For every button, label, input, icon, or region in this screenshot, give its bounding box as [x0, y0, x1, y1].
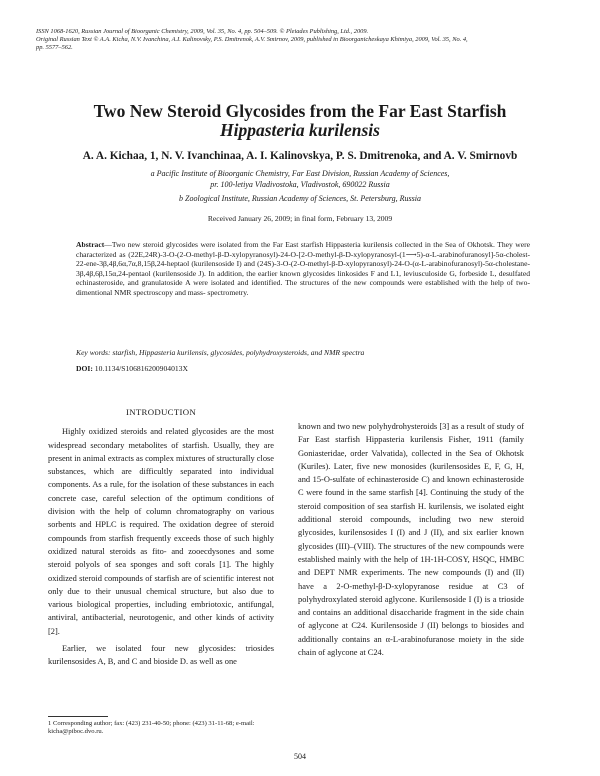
affiliation-b: b Zoological Institute, Russian Academy of Sciences, St. Petersburg, Russia — [179, 194, 421, 203]
authors: A. A. Kichaa, 1, N. V. Ivanchinaa, A. I. Kalinovskya, P. S. Dmitrenoka, and A. V. Smirnovb — [82, 150, 518, 162]
footnote: 1 Corresponding author; fax: (423) 231-40-50; phone: (423) 31-11-68; e-mail: kicha@piboc.dvo.ru. — [48, 720, 255, 736]
intro-paragraph-2: Earlier, we isolated four new glycosides: triosides kurilensosides A, B, and C and bioside D. as well as one — [48, 644, 274, 667]
paper-title: Two New Steroid Glycosides from the Far East Starfish — [93, 101, 507, 121]
journal-header — [36, 28, 566, 52]
left-column — [48, 406, 274, 669]
doi-label: DOI: — [76, 364, 93, 373]
footnote-divider — [48, 716, 108, 717]
affiliation-a-line-1: a Pacific Institute of Bioorganic Chemistry, Far East Division, Russian Academy of Sciences, — [150, 169, 450, 178]
paper-title-species: Hippasteria kurilensis — [220, 120, 380, 140]
intro-paragraph-3: known and two new polyhydrohysteroids [3] as a result of study of Far East starfish Hippasteria kurilensis Fisher, 1911 (family Goniasteridae, order Valvatida), collected in the Sea of Okhotsk (Kuriles). Later, five new monosides (kurilensosides E, F, G, H, and 15-O-sulfate of echinasteroside C) and known echinasteroside C were found in the same starfish [4]. Continuing the study of the steroid composition of sea starfish H. kurilensis, we isolated eight additional steroid compounds, including two new steroid glycosides, kurilensosides I (I) and J (II), and six earlier known glycosides (III)–(VIII). The structures of the new compounds were established mainly with the help of 1H-1H-COSY, HSQC, HMBC and DEPT NMR experiments. The new compounds (I) and (II) have a 2-O-methyl-β-D-xylopyranose residue at C3 of polyhydroxylated steroid aglycone. Kurilensoside I (I) is a trioside and contains an additional disaccharide fragment in the side chain of aglycone at C24. Kurilensoside J (II) belongs to biosides and additionally contains an α-L-arabinofuranose moiety in the side chain of aglycone at C24. — [298, 422, 524, 658]
affiliation-a — [60, 169, 540, 190]
received-dates: Received January 26, 2009; in final form, February 13, 2009 — [207, 214, 393, 223]
abstract-text: —Two new steroid glycosides were isolated from the Far East starfish Hippasteria kurilensis collected in the Sea of Okhotsk. They were characterized as (22E,24R)-3-O-(2-O-methyl-β-D-xylopyranosyl)-24-O-[2-O-methyl-β-D-xylopyranosyl-(1⟶5)-α-L-arabinofuranosyl]-5α-cholest-22-ene-3β,4β,6α,7α,8,15β,24-heptaol (kurilensoside I) and (24S)-3-O-(2-O-methyl-β-D-xylopyranosyl)-24-O-(α-L-arabinofuranosyl)-5α-cholestane-3β,4β,6β,15α,24-pentaol (kurilensoside J). In addition, the earlier known glycosides linkosides F and L1, leviusculoside G, forbeside L, desulfated echinasteroside, and granulatoside A were isolated and identified. The structures of the new compounds were established with the help of two-dimentional NMR spectroscopy and mass- spectrometry. — [76, 240, 530, 297]
abstract — [76, 240, 530, 298]
right-column — [298, 420, 524, 659]
page-number: 504 — [294, 752, 306, 761]
section-heading-introduction: INTRODUCTION — [125, 407, 197, 417]
abstract-lead: Abstract — [76, 240, 105, 249]
intro-paragraph-1: Highly oxidized steroids and related glycosides are the most widespread secondary metabolites of starfish. Usually, they are present in animal extracts as complex mixtures of structurally close substances, which are difficultly separated into individual components. As a rule, for the isolation of these substances in each concrete case, careful selection of the optimum conditions of division with the help of column chromatography on various sorbents and HPLC is required. The oxidation degree of steroid compounds from starfish frequently exceeds those of such highly oxidized natural steroids as fito- and zooecdysones and some steroid polyols of sea sponges and soft corals [1]. The highly oxidized steroid compounds of starfish are of scientific interest not only due to their unusual chemical structure, but also due to various biological properties, including embriotoxic, antifungal, antiviral, antibacterial, neurotogenic, and other kinds of activity [2]. — [48, 427, 274, 636]
header-line-3: pp. 5577–562. — [36, 44, 73, 51]
header-line-1: ISSN 1068-1620, Russian Journal of Bioorganic Chemistry, 2009, Vol. 35, No. 4, pp. 504–509. © Pleiades Publishing, Ltd., 2009. — [36, 28, 369, 35]
keywords: Key words: starfish, Hippasteria kurilensis, glycosides, polyhydroxysteroids, and NMR spectra — [76, 348, 365, 357]
doi-value: 10.1134/S106816200904013X — [94, 364, 188, 373]
affiliation-a-line-2: pr. 100-letiya Vladivostoka, Vladivostok, 690022 Russia — [210, 179, 390, 189]
header-line-2: Original Russian Text © A.A. Kicha, N.V. Ivanchina, A.I. Kalinovsky, P.S. Dmitrenok, A.V. Smirnov, 2009, published in Bioorganicheskaya Khimiya, 2009, Vol. 35, No. 4, — [36, 36, 468, 43]
doi — [76, 364, 530, 373]
